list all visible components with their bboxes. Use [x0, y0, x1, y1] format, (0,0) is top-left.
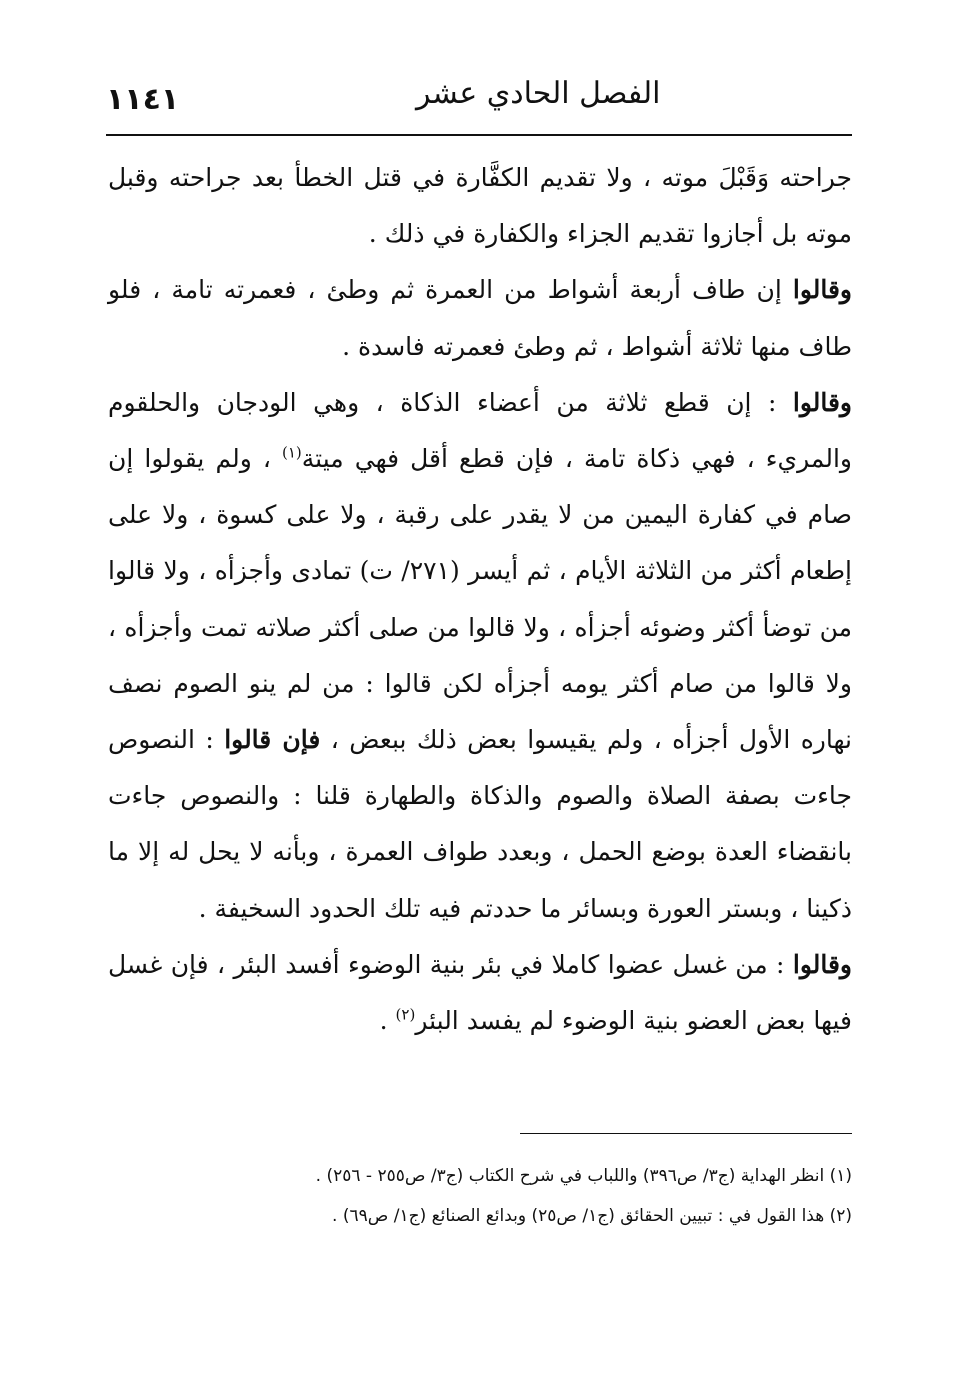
paragraph-3 [108, 375, 852, 937]
footnote-ref-1: (١) [282, 443, 302, 462]
paragraph-3-text-c: : النصوص جاءت بصفة الصلاة والصوم والذكاة والطهارة قلنا : والنصوص جاءت بانقضاء العدة بوضع الحمل ، وبعدد طواف العمرة ، وبأنه لا يحل له إلا ما ذكينا ، وبستر العورة وبسائر ما حددتم فيه تلك الحدود السخيفة . [108, 725, 852, 923]
paragraph-4-text-a: : من غسل عضوا كاملا في بئر بنية الوضوء أفسد البئر ، فإن غسل فيها بعض العضو بنية الوضوء لم يفسد البئر [108, 949, 852, 1036]
paragraph-1-text: جراحته وَقَبْلَ موته ، ولا تقديم الكفَّارة في قتل الخطأ بعد جراحته وقبل موته بل أجازوا تقديم الجزاء والكفارة في ذلك . [108, 163, 852, 249]
paragraph-3-keyword-2: فإن قالوا [224, 725, 321, 755]
paragraph-4-keyword: وقالوا [792, 949, 852, 979]
footnote-rule [520, 1133, 852, 1134]
footnote-2: (٢) هذا القول في : تبيين الحقائق (ج١/ ص٢٥) وبدائع الصنائع (ج١/ ص٦٩) . [332, 1206, 852, 1226]
paragraph-3-text-b: ، ولم يقولوا إن صام في كفارة اليمين من لا يقدر على رقبة ، ولا على كسوة ، ولا على إطعام أكثر من الثلاثة الأيام ، ثم أيسر (٢٧١/ ت) تمادى وأجزأه ، ولا قالوا من توضأ أكثر وضوئه أجزأه ، ولا قالوا من صلى أكثر صلاته تمت وأجزأه ، ولا قالوا من صام أكثر يومه أجزأه لكن قالوا : من لم ينو الصوم نصف نهاره الأول أجزأه ، ولم يقيسوا بعض ذلك ببعض ، [108, 444, 852, 755]
paragraph-2 [108, 262, 852, 374]
paragraph-4-text-b: . [379, 1006, 396, 1036]
footnote-1: (١) انظر الهداية (ج٣/ ص٣٩٦) واللباب في شرح الكتاب (ج٣/ ص٢٥٥ - ٢٥٦) . [315, 1166, 852, 1186]
running-header [106, 72, 852, 130]
footnote-ref-2: (٢) [395, 1005, 416, 1024]
paragraph-3-text-a: : إن قطع ثلاثة من أعضاء الذكاة ، وهي الودجان والحلقوم والمريء ، فهي ذكاة تامة ، فإن قطع أقل فهي ميتة [108, 387, 852, 474]
page-number: ١١٤١ [106, 82, 180, 117]
header-rule [106, 134, 852, 136]
chapter-title: الفصل الحادي عشر [416, 76, 661, 111]
paragraph-4 [108, 937, 852, 1049]
body-text [108, 150, 852, 1049]
paragraph-2-keyword: وقالوا [792, 275, 852, 305]
paragraph-3-keyword: وقالوا [792, 387, 852, 417]
paragraph-2-text: إن طاف أربعة أشواط من العمرة ثم وطئ ، فعمرته تامة ، فلو طاف منها ثلاثة أشواط ، ثم وطئ فعمرته فاسدة . [108, 275, 852, 361]
paragraph-1 [108, 150, 852, 262]
footnotes [108, 1156, 852, 1236]
